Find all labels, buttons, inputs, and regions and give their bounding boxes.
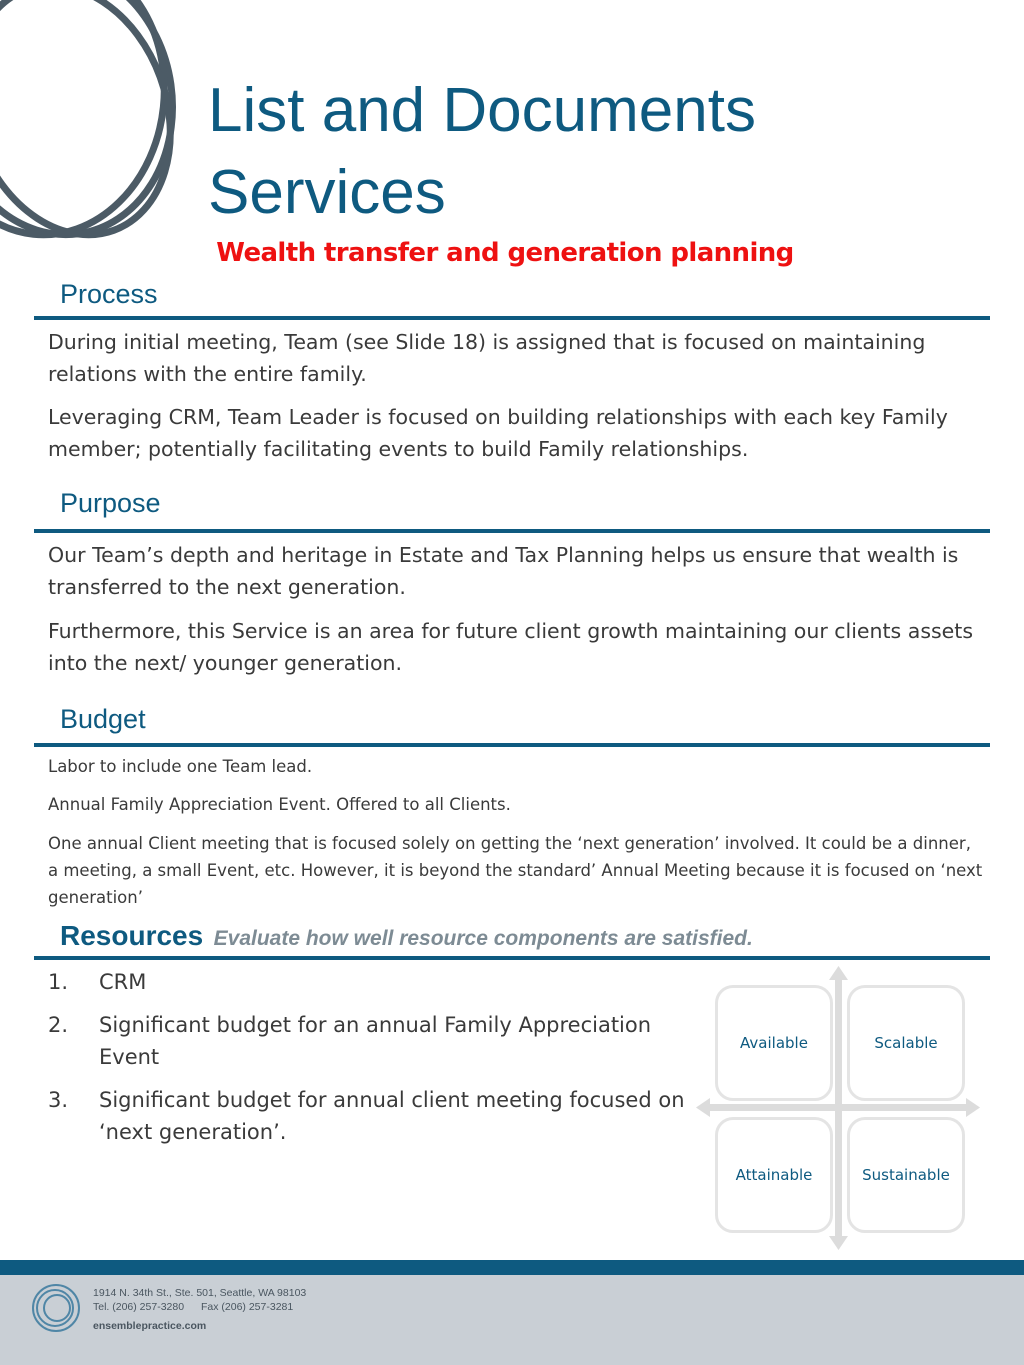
resources-list	[48, 966, 688, 1159]
process-paragraph-2: Leveraging CRM, Team Leader is focused on building relationships with each key Family member; potentially facilitating events to build Family relationships.	[48, 405, 948, 461]
resources-note: Evaluate how well resource components are satisfied.	[213, 927, 753, 950]
matrix-box-sustainable: Sustainable	[847, 1117, 965, 1233]
budget-item-3: One annual Client meeting that is focused solely on getting the ‘next generation’ involved. It could be a dinner, a meeting, a small Event, etc. However, it is beyond the standard’ Annual Meeting because it is focused on ‘next generation’	[48, 834, 983, 907]
list-item-text: Significant budget for annual client meeting focused on ‘next generation’.	[99, 1088, 685, 1144]
page-subtitle: Wealth transfer and generation planning	[216, 238, 794, 268]
budget-item-2: Annual Family Appreciation Event. Offered to all Clients.	[48, 795, 511, 814]
process-divider	[34, 316, 990, 320]
list-item-number: 1.	[48, 970, 69, 994]
list-item	[48, 966, 688, 998]
list-item-text: CRM	[99, 970, 147, 994]
footer-website-link[interactable]: ensemblepractice.com	[93, 1320, 207, 1332]
company-logo-icon	[28, 1282, 84, 1334]
matrix-box-available: Available	[715, 985, 833, 1101]
list-item	[48, 1009, 688, 1073]
process-heading: Process	[60, 279, 158, 309]
footer-contact	[93, 1287, 306, 1334]
budget-divider	[34, 743, 990, 747]
footer-band	[0, 1260, 1024, 1275]
list-item-text: Significant budget for an annual Family Appreciation Event	[99, 1013, 652, 1069]
title-line-2: Services	[208, 158, 446, 227]
footer-fax: Fax (206) 257-3281	[200, 1300, 294, 1313]
purpose-divider	[34, 529, 990, 533]
purpose-paragraph-2: Furthermore, this Service is an area for future client growth maintaining our clients assets into the next/ younger generation.	[48, 619, 974, 675]
footer-phone-row	[93, 1301, 306, 1315]
page-title	[208, 70, 756, 234]
matrix-box-scalable: Scalable	[847, 985, 965, 1101]
resources-heading: Resources	[60, 920, 204, 951]
purpose-paragraph-1: Our Team’s depth and heritage in Estate and Tax Planning helps us ensure that wealth is transferred to the next generation.	[48, 543, 959, 599]
budget-heading: Budget	[60, 704, 146, 734]
footer-address: 1914 N. 34th St., Ste. 501, Seattle, WA 98103	[93, 1287, 307, 1299]
list-item-number: 2.	[48, 1013, 69, 1037]
purpose-heading: Purpose	[60, 488, 161, 518]
resources-heading-row	[60, 920, 753, 952]
title-line-1: List and Documents	[208, 76, 756, 145]
budget-item-1: Labor to include one Team lead.	[48, 757, 313, 776]
process-paragraph-1: During initial meeting, Team (see Slide 18) is assigned that is focused on maintaining relations with the entire family.	[48, 330, 926, 386]
list-item-number: 3.	[48, 1088, 69, 1112]
list-item	[48, 1084, 688, 1148]
corner-rings-graphic	[0, 0, 185, 250]
resources-divider	[34, 956, 990, 960]
matrix-box-attainable: Attainable	[715, 1117, 833, 1233]
resource-matrix	[696, 966, 980, 1250]
footer-tel: Tel. (206) 257-3280	[93, 1300, 185, 1313]
